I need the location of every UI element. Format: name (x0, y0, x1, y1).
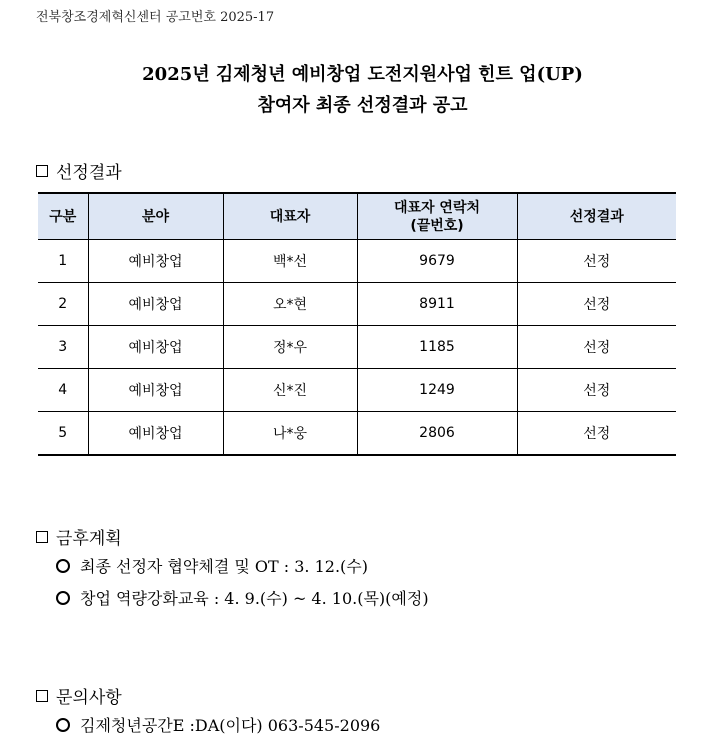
cell-representative: 신*진 (223, 369, 357, 412)
cell-result: 선정 (517, 412, 676, 456)
header-category: 구분 (38, 193, 88, 240)
announcement-number: 전북창조경제혁신센터 공고번호 2025-17 (36, 10, 275, 25)
cell-representative: 나*웅 (223, 412, 357, 456)
cell-no: 3 (38, 326, 88, 369)
cell-representative: 오*현 (223, 283, 357, 326)
cell-result: 선정 (517, 326, 676, 369)
checkbox-icon (36, 690, 48, 702)
cell-no: 1 (38, 240, 88, 283)
cell-no: 2 (38, 283, 88, 326)
checkbox-icon (36, 531, 48, 543)
cell-representative: 백*선 (223, 240, 357, 283)
header-contact (357, 193, 517, 240)
header-result: 선정결과 (517, 193, 676, 240)
cell-contact: 1249 (357, 369, 517, 412)
cell-field: 예비창업 (88, 240, 223, 283)
cell-result: 선정 (517, 240, 676, 283)
table-header-row (38, 193, 676, 240)
cell-contact: 9679 (357, 240, 517, 283)
table-row (38, 412, 676, 456)
cell-field: 예비창업 (88, 412, 223, 456)
page-title-line2: 참여자 최종 선정결과 공고 (257, 95, 468, 116)
section-plan-heading: 금후계획 (56, 529, 122, 549)
plan-item (56, 554, 368, 577)
table-row (38, 240, 676, 283)
circle-bullet-icon (56, 718, 70, 732)
inquiry-item (56, 713, 380, 736)
cell-contact: 8911 (357, 283, 517, 326)
page-title-line1: 2025년 김제청년 예비창업 도전지원사업 힌트 업(UP) (142, 64, 583, 85)
cell-result: 선정 (517, 369, 676, 412)
results-table (38, 192, 676, 456)
header-representative: 대표자 (223, 193, 357, 240)
cell-field: 예비창업 (88, 326, 223, 369)
cell-field: 예비창업 (88, 369, 223, 412)
cell-contact: 2806 (357, 412, 517, 456)
cell-contact: 1185 (357, 326, 517, 369)
cell-no: 4 (38, 369, 88, 412)
cell-field: 예비창업 (88, 283, 223, 326)
table-row (38, 326, 676, 369)
cell-result: 선정 (517, 283, 676, 326)
checkbox-icon (36, 165, 48, 177)
cell-no: 5 (38, 412, 88, 456)
circle-bullet-icon (56, 559, 70, 573)
plan-item-text: 창업 역량강화교육 : 4. 9.(수) ~ 4. 10.(목)(예정) (80, 589, 429, 608)
cell-representative: 정*우 (223, 326, 357, 369)
section-results-heading: 선정결과 (56, 163, 122, 183)
circle-bullet-icon (56, 591, 70, 605)
section-results (36, 158, 122, 183)
section-inquiry (36, 683, 122, 708)
header-field: 분야 (88, 193, 223, 240)
plan-item-text: 최종 선정자 협약체결 및 OT : 3. 12.(수) (80, 557, 368, 576)
table-row (38, 369, 676, 412)
section-plan (36, 524, 122, 549)
inquiry-item-text: 김제청년공간E :DA(이다) 063-545-2096 (80, 716, 381, 735)
section-inquiry-heading: 문의사항 (56, 688, 122, 708)
table-row (38, 283, 676, 326)
plan-item (56, 586, 429, 609)
header-contact-label: 대표자 연락처 (끝번호) (393, 199, 481, 234)
